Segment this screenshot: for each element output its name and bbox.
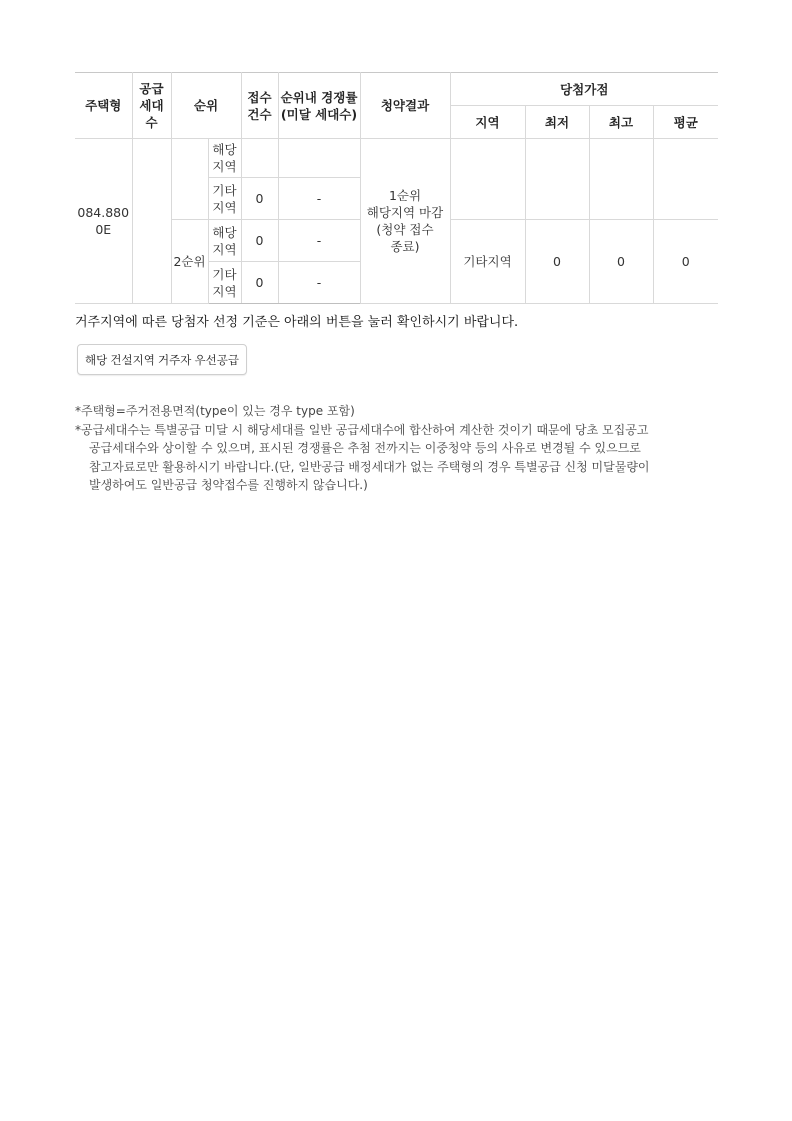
- house-type-value: 084.880 0E: [75, 139, 132, 304]
- applications-value: 0: [241, 178, 278, 220]
- header-max: 최고: [589, 106, 653, 139]
- score-empty-cell: [450, 139, 525, 220]
- applications-value: 0: [241, 220, 278, 262]
- header-min: 최저: [525, 106, 589, 139]
- rank2-label: 2순위: [171, 220, 208, 304]
- competition-result-table-wrap: [75, 72, 718, 304]
- header-house-type: 주택형: [75, 73, 132, 139]
- priority-supply-button[interactable]: 해당 건설지역 거주자 우선공급: [77, 344, 247, 375]
- supply-units-value: [132, 139, 171, 304]
- header-winning-score: 당첨가점: [450, 73, 718, 106]
- region-label: 기타 지역: [208, 178, 241, 220]
- competition-value: -: [278, 262, 360, 304]
- score-empty-cell: [525, 139, 589, 220]
- footnote-line: 공급세대수와 상이할 수 있으며, 표시된 경쟁률은 추첨 전까지는 이중청약 등의 사유로 변경될 수 있으므로: [89, 441, 641, 455]
- header-competition: 순위내 경쟁률 (미달 세대수): [278, 73, 360, 139]
- score-max: 0: [589, 220, 653, 304]
- header-result: 청약결과: [360, 73, 450, 139]
- score-empty-cell: [589, 139, 653, 220]
- footnote-line: *주택형=주거전용면적(type이 있는 경우 type 포함): [75, 404, 355, 418]
- competition-result-table: [75, 72, 718, 304]
- header-region: 지역: [450, 106, 525, 139]
- competition-value: -: [278, 220, 360, 262]
- rank1-cell: [171, 139, 208, 220]
- footnote-line: *공급세대수는 특별공급 미달 시 해당세대를 일반 공급세대수에 합산하여 계산한 것이기 때문에 당초 모집공고: [75, 422, 649, 437]
- applications-value: [241, 139, 278, 178]
- competition-value: -: [278, 178, 360, 220]
- table-row: [75, 139, 718, 178]
- score-empty-cell: [653, 139, 718, 220]
- competition-value: [278, 139, 360, 178]
- score-min: 0: [525, 220, 589, 304]
- selection-criteria-notice: 거주지역에 따른 당첨자 선정 기준은 아래의 버튼을 눌러 확인하시기 바랍니다.: [75, 315, 519, 330]
- score-region: 기타지역: [450, 220, 525, 304]
- result-value: 1순위 해당지역 마감 (청약 접수 종료): [360, 139, 450, 304]
- header-rank: 순위: [171, 73, 241, 139]
- header-avg: 평균: [653, 106, 718, 139]
- applications-value: 0: [241, 262, 278, 304]
- footnotes: [75, 402, 715, 495]
- footnote-line: 발생하여도 일반공급 청약접수를 진행하지 않습니다.): [89, 478, 368, 492]
- region-label: 기타 지역: [208, 262, 241, 304]
- region-label: 해당 지역: [208, 220, 241, 262]
- score-avg: 0: [653, 220, 718, 304]
- header-applications: 접수 건수: [241, 73, 278, 139]
- region-label: 해당 지역: [208, 139, 241, 178]
- header-supply-units: 공급 세대 수: [132, 73, 171, 139]
- footnote-line: 참고자료로만 활용하시기 바랍니다.(단, 일반공급 배정세대가 없는 주택형의 경우 특별공급 신청 미달물량이: [89, 459, 650, 474]
